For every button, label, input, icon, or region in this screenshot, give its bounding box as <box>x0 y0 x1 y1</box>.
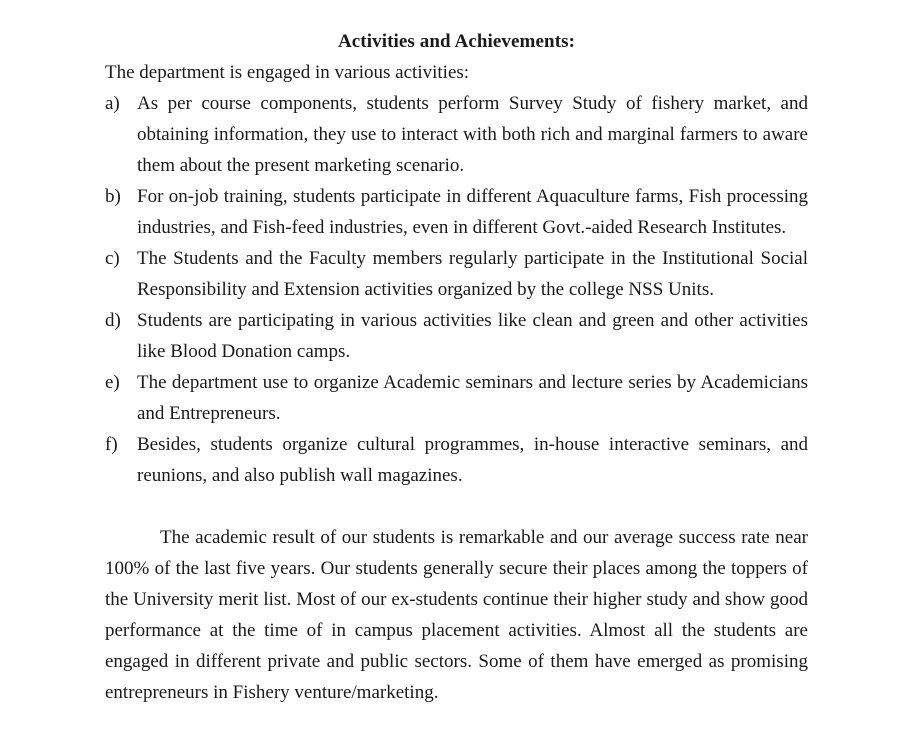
intro-paragraph: The department is engaged in various activities: <box>105 62 470 83</box>
list-item-marker: b) <box>105 186 121 207</box>
list-item <box>105 181 808 243</box>
list-item-text: Students are participating in various activities like clean and green and other activities like Blood Donation camps. <box>137 310 808 362</box>
list-item <box>105 367 808 429</box>
list-item-marker: d) <box>105 310 121 331</box>
list-item-text: The Students and the Faculty members regularly participate in the Institutional Social Responsibility and Extension activities organized by the college NSS Units. <box>137 248 808 300</box>
list-item-marker: c) <box>105 248 120 269</box>
list-item <box>105 88 808 181</box>
list-item-text: As per course components, students perform Survey Study of fishery market, and obtaining information, they use to interact with both rich and marginal farmers to aware them about the present marketing scenario. <box>137 93 808 176</box>
list-item-marker: e) <box>105 372 120 393</box>
page-title: Activities and Achievements: <box>337 31 576 52</box>
activities-list <box>105 88 808 491</box>
list-item <box>105 305 808 367</box>
list-item-text: Besides, students organize cultural programmes, in-house interactive seminars, and reunions, and also publish wall magazines. <box>137 434 808 486</box>
list-item-text: For on-job training, students participate in different Aquaculture farms, Fish processing industries, and Fish-feed industries, even in different Govt.-aided Research Institutes. <box>137 186 808 238</box>
closing-paragraph: The academic result of our students is remarkable and our average success rate near 100% of the last five years. Our students generally secure their places among the toppers of the University merit list. Most of our ex-students continue their higher study and show good performance at the time of in campus placement activities. Almost all the students are engaged in different private and public sectors. Some of them have emerged as promising entrepreneurs in Fishery venture/marketing. <box>105 527 808 703</box>
list-item-marker: f) <box>105 434 118 455</box>
list-item-text: The department use to organize Academic seminars and lecture series by Academicians and Entrepreneurs. <box>137 372 808 424</box>
list-item-marker: a) <box>105 93 120 114</box>
list-item <box>105 429 808 491</box>
document-content <box>105 26 808 708</box>
list-item <box>105 243 808 305</box>
closing-block <box>105 522 808 708</box>
